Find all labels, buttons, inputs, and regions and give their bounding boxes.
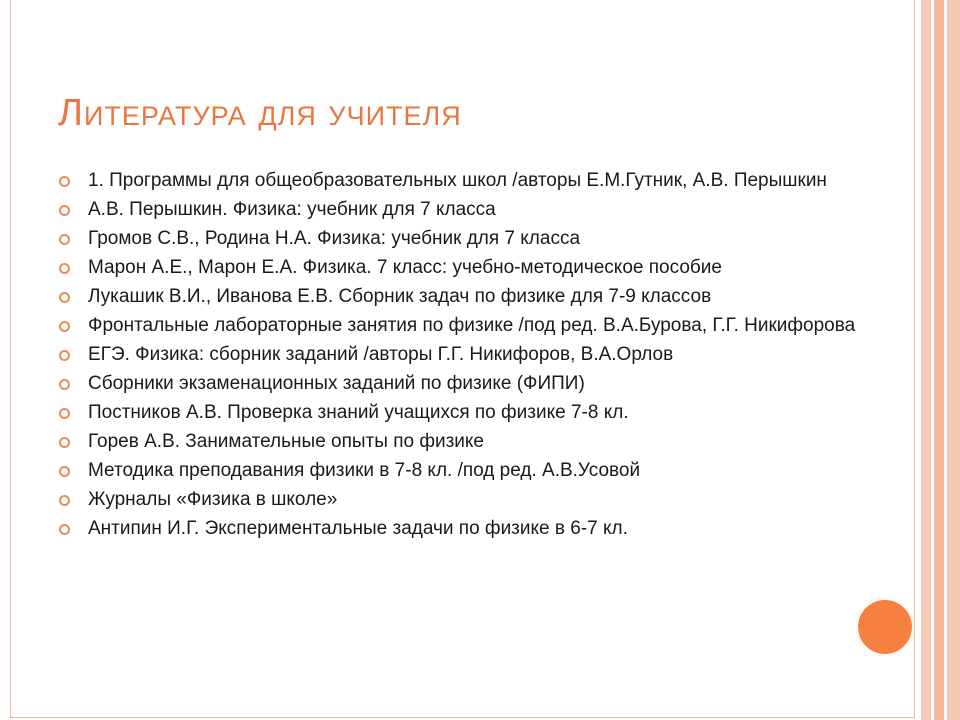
list-item-text: Фронтальные лабораторные занятия по физике /под ред. В.А.Бурова, Г.Г. Никифорова bbox=[88, 315, 856, 336]
list-item bbox=[58, 402, 878, 423]
list-item-text: 1. Программы для общеобразовательных школ /авторы Е.М.Гутник, А.В. Перышкин bbox=[88, 170, 827, 191]
bullet-icon bbox=[59, 495, 70, 506]
bullet-icon bbox=[59, 379, 70, 390]
list-item bbox=[58, 170, 878, 191]
list-item bbox=[58, 431, 878, 452]
list-item-text: Громов С.В., Родина Н.А. Физика: учебник для 7 класса bbox=[88, 228, 581, 249]
decorative-stripes bbox=[915, 0, 960, 720]
list-item-text: Методика преподавания физики в 7-8 кл. /под ред. А.В.Усовой bbox=[88, 460, 641, 481]
list-item bbox=[58, 315, 878, 336]
list-item bbox=[58, 228, 878, 249]
list-item-text: ЕГЭ. Физика: сборник заданий /авторы Г.Г. Никифоров, В.А.Орлов bbox=[88, 344, 674, 365]
bullet-icon bbox=[59, 466, 70, 477]
list-item-text: Марон А.Е., Марон Е.А. Физика. 7 класс: учебно-методическое пособие bbox=[88, 257, 722, 278]
list-item-text: Журналы «Физика в школе» bbox=[88, 489, 338, 510]
bullet-icon bbox=[59, 234, 70, 245]
list-item-text: Лукашик В.И., Иванова Е.В. Сборник задач по физике для 7-9 классов bbox=[88, 286, 712, 307]
decorative-circle bbox=[856, 598, 914, 656]
bullet-icon bbox=[59, 437, 70, 448]
list-item bbox=[58, 518, 878, 539]
list-item bbox=[58, 344, 878, 365]
list-item-text: А.В. Перышкин. Физика: учебник для 7 класса bbox=[88, 199, 496, 220]
list-item bbox=[58, 199, 878, 220]
list-item-text: Горев А.В. Занимательные опыты по физике bbox=[88, 431, 484, 452]
bullet-list bbox=[58, 170, 878, 547]
bullet-icon bbox=[59, 408, 70, 419]
list-item bbox=[58, 489, 878, 510]
bullet-icon bbox=[59, 321, 70, 332]
list-item-text: Постников А.В. Проверка знаний учащихся по физике 7-8 кл. bbox=[88, 402, 629, 423]
bullet-icon bbox=[59, 176, 70, 187]
list-item-text: Антипин И.Г. Экспериментальные задачи по физике в 6-7 кл. bbox=[88, 518, 628, 539]
list-item bbox=[58, 257, 878, 278]
list-item bbox=[58, 286, 878, 307]
list-item bbox=[58, 460, 878, 481]
list-item bbox=[58, 373, 878, 394]
bullet-icon bbox=[59, 524, 70, 535]
list-item-text: Сборники экзаменационных заданий по физике (ФИПИ) bbox=[88, 373, 585, 394]
bullet-icon bbox=[59, 205, 70, 216]
slide-title: Литература для учителя bbox=[58, 92, 462, 134]
bullet-icon bbox=[59, 263, 70, 274]
bullet-icon bbox=[59, 292, 70, 303]
bullet-icon bbox=[59, 350, 70, 361]
